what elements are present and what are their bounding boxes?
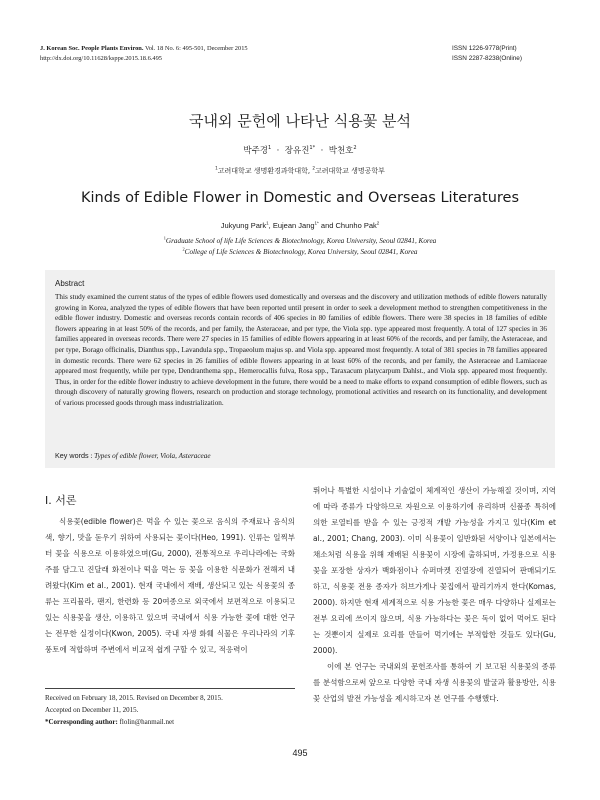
issn-print: ISSN 1226-9778(Print) xyxy=(452,45,517,52)
affil-ko-1-sup: 1 xyxy=(215,165,218,171)
affil-en-1-sup: 1 xyxy=(163,235,166,241)
affil-en-2: College of Life Sciences & Biotechnology, Korea University, Seoul 02841, Korea xyxy=(184,247,418,256)
body-paragraph: 식용꽃(edible flower)은 먹을 수 있는 꽃으로 음식의 주재료나 음식의 색, 향기, 맛을 돋우기 위하여 사용되는 꽃이다(Heo, 1991). 인류는 일찍부터 꽃을 식용으로 이용하였으며(Gu, 2000), 전통적으로 우리나라에는 국화주를 담그고 진달래 화전이나 떡을 먹는 등 꽃을 이용한 식문화가 전해져 내려왔다(Kim et al., 2001). 현재 국내에서 재배, 생산되고 있는 식용꽃의 종류는 프리뮬라, 팬지, 한련화 등 20여종으로 외국에서 보편적으로 이용되고 있는 식용꽃을 생산, 이용하고 있으며 국내에서 식용 가능한 꽃에 대한 연구는 전무한 실정이다(Kwon, 2005). 국내 자생 화훼 식물은 우리나라의 기후풍토에 적합하며 주변에서 비교적 쉽게 구할 수 있고, 적응력이 xyxy=(45,517,295,654)
received-date: Received on February 18, 2015. Revised on December 8, 2015. xyxy=(45,694,223,702)
body-paragraph-continued: 뛰어나 특별한 시설이나 기술없이 체계적인 생산이 가능해질 것이며, 지역에 따라 종류가 다양하므로 자원으로 이용하기에 유리하며 신품종 특허에 의한 로열티를 받을 수 있는 긍정적 개발 가능성을 가지고 있다(Kim et al., 2001; Chang, 2003). 이미 식용꽃이 일반화된 서양이나 일본에서는 채소처럼 식용을 위해 재배된 식용꽃이 시장에 출하되며, 가정용으로 식용꽃을 포장한 상자가 백화점이나 슈퍼마켓 진열장에 진열되어 판매되기도 하고, 식용꽃 전용 종자가 허브가게나 꽃집에서 팔리기까지 한다(Komas, 2000). 하지만 현재 세계적으로 식용 가능한 꽃은 매우 다양하나 실제로는 전부 요리에 쓰이지 않으며, 식용 가능하다는 꽃은 독이 없어 먹어도 된다는 것뿐이지 실제로 요리를 만들어 먹기에는 부적합한 것들도 있다(Gu, 2000). xyxy=(313,486,556,655)
keywords-separator: : xyxy=(88,452,95,460)
author-ko-3-sup: 2 xyxy=(353,145,357,152)
author-ko-1: 박주경 xyxy=(243,146,269,156)
issn-block xyxy=(452,44,522,64)
page-number: 495 xyxy=(292,748,308,758)
author-en-2: Eujean Jang xyxy=(272,221,315,230)
keywords-label: Key words xyxy=(55,451,89,460)
author-en-1-sup: 1 xyxy=(266,220,269,226)
affil-en-1-line xyxy=(0,236,600,247)
issn-online: ISSN 2287-8238(Online) xyxy=(452,55,522,62)
author-ko-2-sup: 1* xyxy=(309,145,316,152)
abstract-text: This study examined the current status of the types of edible flowers used domestically and overseas and the discovery and utilization methods of edible flowers naturally growing in Korea, analyzed the types of edible flowers that have been reported until present in order to seek a development method to strengthen competitiveness in the edible flower industry. Domestic and overseas records contain records of 406 species in 80 families of edible flowers. There were 38 species in 18 families of edible flowers appearing in at least 50% of the records, and per family, the Asteraceae, and per type, the Viola spp. type appeared most frequently. A total of 127 species in 36 families appeared in overseas records. There were 27 species in 15 families of edible flowers appearing in at least 60% of the records, and per family, the Asteraceae, and per type, Borago officinalis, Dianthus spp., Lavandula spp., Tropaeolum majus sp. and Viola spp. appeared most frequently. A total of 381 species in 78 families appeared in domestic records. There were 62 species in 26 families of edible flowers appearing in at least 60% of the records, and per family, the Asteraceae and Lamiaceae appeared most frequently, while per type, Dendranthema spp., Hemerocallis fulva, Rosa spp., Taraxacum platycarpum Dahlst., and Viola spp. appeared most frequently. Thus, in order for the edible flower industry to achieve development in the future, there would be a need to make efforts to expand consumption of edible flowers, such as through discovery of naturally growing flowers, research on production and storage technology, promotional activities and research on its functionality, and development of various processed goods through mass industrialization. xyxy=(55,293,547,407)
journal-reference xyxy=(40,44,248,64)
body-column-left xyxy=(45,514,295,658)
affil-en-2-sup: 2 xyxy=(182,246,185,252)
abstract-heading: Abstract xyxy=(55,279,85,288)
corresponding-author-label: *Corresponding author: xyxy=(45,718,118,726)
keywords-values: Types of edible flower, Viola, Asteraceae xyxy=(94,452,211,460)
author-en-3: Chunho Pak xyxy=(335,221,377,230)
affiliations-english xyxy=(0,236,600,257)
author-en-sep-1: , xyxy=(268,221,273,230)
journal-volume: Vol. 18 No. 6: 495-501, December 2015 xyxy=(144,45,248,52)
author-en-sep-2: and xyxy=(318,221,336,230)
accepted-date: Accepted on December 11, 2015. xyxy=(45,706,139,714)
authors-korean: 박주경$^1$ · 장유진$^{1*}$ · 박천호$^2$ xyxy=(243,145,357,156)
author-en-2-sup: 1* xyxy=(314,220,319,226)
keywords xyxy=(55,451,211,460)
doi-link[interactable]: http://dx.doi.org/10.11628/ksppe.2015.18.6.495 xyxy=(40,55,162,62)
body-column-right xyxy=(313,483,556,707)
title-korean: 국내외 문헌에 나타난 식용꽃 분석 xyxy=(189,112,411,130)
corresponding-author-email[interactable]: flolin@hanmail.net xyxy=(119,718,175,726)
footnotes xyxy=(45,692,295,728)
affil-ko-2-sup: 2 xyxy=(312,165,316,171)
affil-en-2-line xyxy=(0,247,600,258)
body-paragraph: 이에 본 연구는 국내외의 문헌조사를 통하여 기 보고된 식용꽃의 종류를 분석함으로써 앞으로 다양한 국내 자생 식용꽃의 발굴과 활용방안, 식용꽃 산업의 발전 가능성을 제시하고자 본 연구를 수행했다. xyxy=(313,662,556,703)
author-en-1: Jukyung Park xyxy=(220,221,267,230)
authors-english xyxy=(0,221,600,230)
author-ko-1-sup: 1 xyxy=(268,145,272,152)
affiliations-korean xyxy=(0,166,600,176)
section-heading-introduction: Ⅰ. 서론 xyxy=(45,494,77,507)
author-en-3-sup: 2 xyxy=(376,220,380,226)
journal-name: J. Korean Soc. People Plants Environ. xyxy=(40,45,144,52)
corresponding-author xyxy=(45,716,295,728)
author-ko-2: 장유진 xyxy=(284,146,310,156)
footnote-divider xyxy=(45,688,295,689)
affil-ko-1: 고려대학교 생명환경과학대학, xyxy=(217,167,311,175)
title-english: Kinds of Edible Flower in Domestic and Overseas Literatures xyxy=(80,190,520,206)
journal-citation-line xyxy=(40,44,248,54)
author-ko-3: 박천호 xyxy=(328,146,354,156)
affil-ko-2: 고려대학교 생명공학부 xyxy=(315,167,385,175)
affil-en-1: Graduate School of life Life Sciences & Biotechnology, Korea University, Seoul 02841, Korea xyxy=(165,237,437,245)
